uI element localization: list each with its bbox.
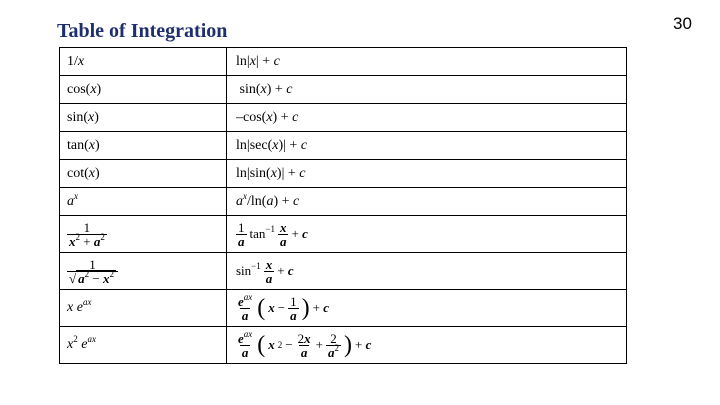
table-row [60, 76, 627, 104]
integral-cell: ln|x| + c [227, 48, 627, 76]
page-number: 30 [673, 14, 692, 33]
fraction: $\frac{1}{√ a^2 - x^2}$ [67, 258, 118, 285]
integrand-cell [60, 216, 227, 253]
table-row [60, 132, 627, 160]
table-row [60, 290, 627, 327]
integral-cell: –cos(x) + c [227, 104, 627, 132]
integrand-cell: $x^2$ $e^{ax}$ [60, 327, 227, 364]
integral-cell: $a^x/\ln(a) + c$ [227, 188, 627, 216]
integration-table [59, 47, 627, 364]
integrand-cell: sin(x) [60, 104, 227, 132]
integrand-cell: $a^x$ [60, 188, 227, 216]
table-row [60, 253, 627, 290]
table-row [60, 188, 627, 216]
slide-title: Table of Integration [57, 20, 228, 42]
integral-cell: $\frac{1}{a}$ $\tan^{-1}$ $\frac{x}{a}$ + c [227, 216, 627, 253]
integral-cell: $\frac{e^{ax}}{a}$ ( x − $\frac{1}{a}$ ) + c [227, 290, 627, 327]
integrand-cell: tan(x) [60, 132, 227, 160]
integral-cell: $\sin^{-1}$ $\frac{x}{a}$ + c [227, 253, 627, 290]
integrand-cell [60, 253, 227, 290]
integral-cell: sin(x) + c [227, 76, 627, 104]
table-row [60, 104, 627, 132]
integrand-cell: cos(x) [60, 76, 227, 104]
fraction: $\frac{1}{x^2 + a^2}$ [69, 219, 105, 249]
table-row [60, 160, 627, 188]
integrand-cell: cot(x) [60, 160, 227, 188]
table-row [60, 48, 627, 76]
integrand-cell: x $e^{ax}$ [60, 290, 227, 327]
table-row [60, 327, 627, 364]
integral-cell: $\frac{e^{ax}}{a}$ ( x 2 − $\frac{2x}{a}$ + $\frac{2}{a^2}$ ) + c [227, 327, 627, 364]
integral-cell: ln|sin(x)| + c [227, 160, 627, 188]
table-row [60, 216, 627, 253]
integrand-cell: 1/x [60, 48, 227, 76]
integral-cell: ln|sec(x)| + c [227, 132, 627, 160]
